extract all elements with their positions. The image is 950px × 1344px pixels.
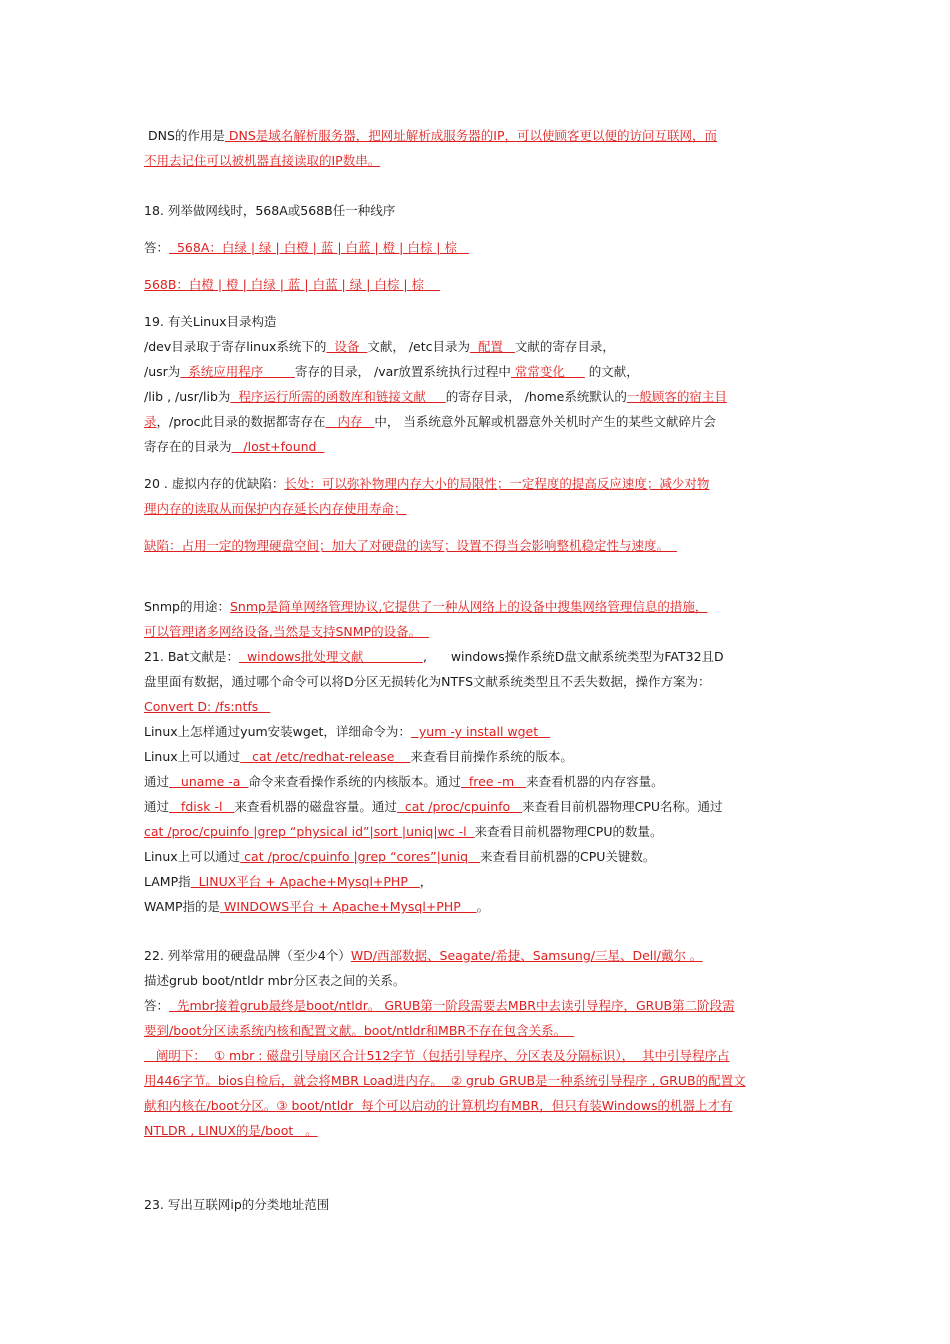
- q21-line-6: [144, 774, 810, 790]
- q22-explain-part2: 用446字节。bios自检后，就会将MBR Load进内存。 ② grub GRUB是一种系统引导程序 , GRUB的配置文: [144, 1073, 746, 1088]
- q20-pros-part1: 长处：可以弥补物理内存大小的局限性；一定程度的提高反应速度；减少对物: [284, 476, 710, 491]
- q19-blank-proc: 内存: [325, 414, 375, 429]
- snmp-line-1: [144, 599, 810, 615]
- q21-text: 21. Bat文献是：: [144, 649, 239, 664]
- q22-answer-part2: 要到/boot分区读系统内核和配置文献。boot/ntldr和MBR不存在包含关系。: [144, 1023, 575, 1038]
- q21-line-3: [144, 699, 810, 715]
- q22-title: 22. 列举常用的硬盘品牌（至少4个）: [144, 948, 351, 963]
- q21-line-9: [144, 849, 810, 865]
- q21-text: ，: [419, 874, 433, 889]
- q22-answer-part1: 先mbr接着grub最终是boot/ntldr。 GRUB第一阶段需要去MBR中去读引导程序，GRUB第二阶段需: [169, 998, 735, 1013]
- q21-text: , windows操作系统D盘文献系统类型为FAT32且D: [423, 649, 724, 664]
- q21-line-11: [144, 899, 810, 915]
- q22-line-5: [144, 1048, 810, 1064]
- q22-line-4: [144, 1023, 810, 1039]
- q19-text: 文献， /etc目录为: [367, 339, 470, 354]
- q18-answer-label: 答：: [144, 240, 170, 255]
- q21-text: 来查看目前机器的CPU关键数。: [480, 849, 656, 864]
- snmp-answer-part2: 可以管理诸多网络设备,当然是支持SNMP的设备。: [144, 624, 430, 639]
- q21-blank-free: free -m: [460, 774, 527, 789]
- q22-line-7: [144, 1098, 810, 1114]
- q20-cons: 缺陷：占用一定的物理硬盘空间；加大了对硬盘的读写；设置不得当会影响整机稳定性与速度。: [144, 538, 677, 553]
- q21-text: 来查看目前机器物理CPU名称。通过: [522, 799, 723, 814]
- q21-text: LAMP指: [144, 874, 191, 889]
- q20-line-2: [144, 501, 810, 517]
- q18-568b-line: [144, 277, 810, 293]
- q19-blank-lib: 程序运行所需的函数库和链接文献: [230, 389, 446, 404]
- q21-text: 来查看目前机器物理CPU的数量。: [474, 824, 663, 839]
- q21-line-4: [144, 724, 810, 740]
- q21-line-7: [144, 799, 810, 815]
- q21-blank-fdisk: fdisk -l: [169, 799, 235, 814]
- q22-explain-part1: 阐明下： ① mbr : 磁盘引导扇区合计512字节（包括引导程序、分区表及分隔标识）， 其中引导程序占: [144, 1048, 730, 1063]
- q19-blank-usr: 系统应用程序: [180, 364, 296, 379]
- q21-blank-uname: uname -a: [169, 774, 249, 789]
- q21-blank-yum: yum -y install wget: [410, 724, 551, 739]
- q21-line-1: [144, 649, 810, 665]
- q21-blank-release: cat /etc/redhat-release: [240, 749, 411, 764]
- q18-568b-answer: 568B：白橙 | 橙 | 白绿 | 蓝 | 白蓝 | 绿 | 白棕 | 棕: [144, 277, 440, 292]
- q21-text: 来查看目前操作系统的版本。: [410, 749, 573, 764]
- q22-explain-part3: 献和内核在/boot分区。③ boot/ntldr 每个可以启动的计算机均有MBR，但只有装Windows的机器上才有: [144, 1098, 733, 1113]
- q19-title: 19. 有关Linux目录构造: [144, 314, 277, 329]
- q18-568a-answer: 568A：白绿 | 绿 | 白橙 | 蓝 | 白蓝 | 橙 | 白棕 | 棕: [169, 240, 469, 255]
- q22-line-6: [144, 1073, 810, 1089]
- q21-text: 通过: [144, 774, 170, 789]
- q22-line-2: 描述grub boot/ntldr mbr分区表之间的关系。: [144, 973, 406, 988]
- q20-line-3: [144, 538, 810, 554]
- q21-text: 来查看机器的内存容量。: [526, 774, 664, 789]
- q18-title: 18. 列举做网线时，568A或568B任一种线序: [144, 203, 396, 218]
- q21-line-5: [144, 749, 810, 765]
- q19-text: /lib , /usr/lib为: [144, 389, 231, 404]
- q21-line-8: [144, 824, 810, 840]
- q19-blank-home-end: 录: [144, 414, 157, 429]
- q22-explain-part4: NTLDR , LINUX的是/boot 。: [144, 1123, 318, 1138]
- q21-blank-wamp: WINDOWS平台 + Apache+Mysql+PHP: [220, 899, 477, 914]
- q19-blank-dev: 设备: [326, 339, 368, 354]
- dns-line-2: [144, 153, 810, 169]
- q21-blank-cores: cat /proc/cpuinfo |grep “cores”|uniq: [240, 849, 480, 864]
- q22-answer-label: 答：: [144, 998, 170, 1013]
- snmp-answer-part1: Snmp是简单网络管理协议,它提供了一种从网络上的设备中搜集网络管理信息的措施，: [229, 599, 708, 614]
- q19-line-5: [144, 439, 810, 455]
- q19-text: 的寄存目录， /home系统默认的: [445, 389, 627, 404]
- q19-blank-var: 常常变化: [510, 364, 585, 379]
- q19-blank-etc: 配置: [470, 339, 515, 354]
- q22-line-3: [144, 998, 810, 1014]
- q19-blank-lostfound: /lost+found: [231, 439, 325, 454]
- q19-blank-home: 一般顾客的宿主目: [626, 389, 727, 404]
- q21-text: Linux上可以通过: [144, 749, 241, 764]
- snmp-question: Snmp的用途：: [144, 599, 230, 614]
- q20-title: 20 . 虚拟内存的优缺陷：: [144, 476, 285, 491]
- q21-blank-cpuinfo: cat /proc/cpuinfo: [396, 799, 523, 814]
- q19-line-2: [144, 364, 810, 380]
- q20-pros-part2: 理内存的读取从而保护内存延长内存使用寿命；: [144, 501, 407, 516]
- q19-line-4: [144, 414, 810, 430]
- q19-text: /usr为: [144, 364, 181, 379]
- q21-text: Linux上可以通过: [144, 849, 241, 864]
- snmp-line-2: [144, 624, 810, 640]
- q18-568a-line: [144, 240, 810, 256]
- q22-line-8: [144, 1123, 810, 1139]
- q23-title: 23. 写出互联网ip的分类地址范围: [144, 1197, 330, 1212]
- q19-text: ，/proc此目录的数据都寄存在: [156, 414, 326, 429]
- q19-text: 寄存在的目录为: [144, 439, 232, 454]
- q21-text: Linux上怎样通过yum安装wget，详细命令为：: [144, 724, 411, 739]
- q21-blank-physical-id: cat /proc/cpuinfo |grep “physical id”|sort |uniq|wc -l: [144, 824, 475, 839]
- q21-text: 。: [476, 899, 490, 914]
- q19-text: /dev目录取于寄存linux系统下的: [144, 339, 327, 354]
- q21-line-2: 盘里面有数据，通过哪个命令可以将D分区无损转化为NTFS文献系统类型且不丢失数据，操作方案为：: [144, 674, 711, 689]
- dns-answer-part1: DNS是域名解析服务器，把网址解析成服务器的IP，可以使顾客更以便的访问互联网，而: [224, 128, 718, 143]
- q21-text: 来查看机器的磁盘容量。通过: [234, 799, 397, 814]
- q21-blank-convert: Convert D: /fs:ntfs: [144, 699, 271, 714]
- q21-text: WAMP指的是: [144, 899, 221, 914]
- dns-line-1: [144, 128, 810, 144]
- q19-text: 的文献，: [584, 364, 639, 379]
- dns-answer-part2: 不用去记住可以被机器直接读取的IP数串。: [144, 153, 381, 168]
- q21-blank-bat: windows批处理文献: [239, 649, 423, 664]
- q19-line-3: [144, 389, 810, 405]
- q22-brands-answer: WD/西部数据、Seagate/希捷、Samsung/三星、Dell/戴尔 。: [350, 948, 703, 963]
- q19-text: 中， 当系统意外瓦解或机器意外关机时产生的某些文献碎片会: [374, 414, 716, 429]
- q20-line-1: [144, 476, 810, 492]
- q21-text: 通过: [144, 799, 170, 814]
- q19-text: 文献的寄存目录，: [514, 339, 615, 354]
- q22-line-1: [144, 948, 810, 964]
- q21-line-10: [144, 874, 810, 890]
- q19-text: 寄存的目录， /var放置系统执行过程中: [295, 364, 511, 379]
- q19-line-1: [144, 339, 810, 355]
- dns-question: DNS的作用是: [148, 128, 225, 143]
- q21-blank-lamp: LINUX平台 + Apache+Mysql+PHP: [190, 874, 420, 889]
- q21-text: 命令来查看操作系统的内核版本。通过: [248, 774, 461, 789]
